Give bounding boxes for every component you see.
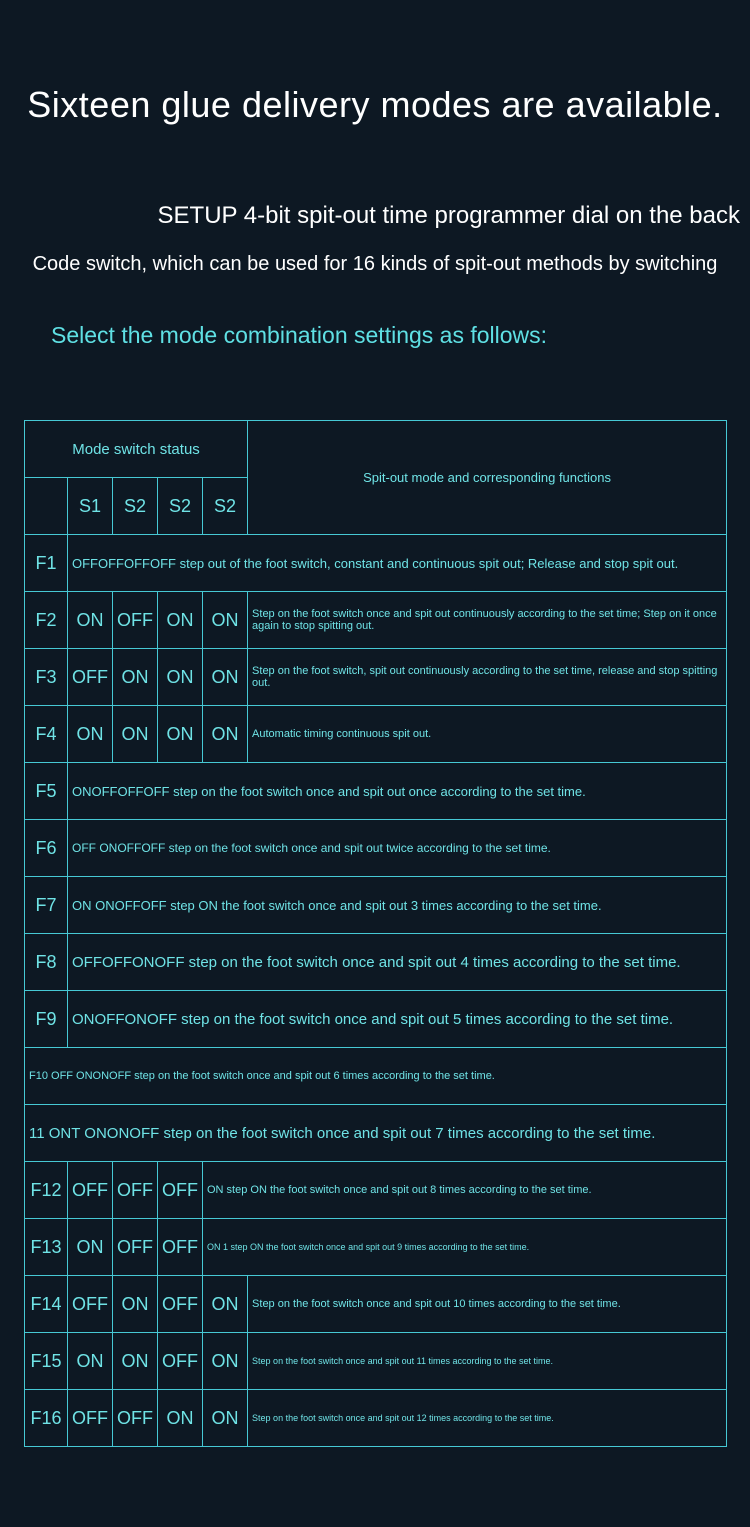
mode-description: ON ONOFFOFF step ON the foot switch once and spit out 3 times according to the set time. xyxy=(68,877,727,934)
table-row xyxy=(25,820,727,877)
switch-value: ON xyxy=(203,1333,248,1390)
switch-value: ON xyxy=(203,649,248,706)
table-row xyxy=(25,1162,727,1219)
switch-value: ON xyxy=(113,1276,158,1333)
switch-value: ON xyxy=(158,649,203,706)
switch-value: ON xyxy=(203,592,248,649)
header-s1: S1 xyxy=(68,478,113,535)
mode-description: OFFOFFONOFF step on the foot switch once and spit out 4 times according to the set time. xyxy=(68,934,727,991)
table-row xyxy=(25,877,727,934)
table-row xyxy=(25,991,727,1048)
mode-label: F14 xyxy=(25,1276,68,1333)
mode-label: F1 xyxy=(25,535,68,592)
mode-label: F2 xyxy=(25,592,68,649)
header-s4: S2 xyxy=(203,478,248,535)
table-row xyxy=(25,649,727,706)
mode-label: F8 xyxy=(25,934,68,991)
table-row xyxy=(25,1105,727,1162)
switch-value: ON xyxy=(68,706,113,763)
switch-value: OFF xyxy=(158,1333,203,1390)
mode-description: ONOFFOFFOFF step on the foot switch once and spit out once according to the set time. xyxy=(68,763,727,820)
mode-table xyxy=(24,420,727,1447)
mode-label: F7 xyxy=(25,877,68,934)
table-row xyxy=(25,535,727,592)
switch-value: ON xyxy=(113,706,158,763)
mode-label: F16 xyxy=(25,1390,68,1447)
mode-description: Automatic timing continuous spit out. xyxy=(248,706,727,763)
mode-label: F9 xyxy=(25,991,68,1048)
header-function: Spit-out mode and corresponding functions xyxy=(248,421,727,535)
switch-value: OFF xyxy=(158,1162,203,1219)
mode-label: F5 xyxy=(25,763,68,820)
mode-description: ON step ON the foot switch once and spit out 8 times according to the set time. xyxy=(203,1162,727,1219)
intro-line-2: Code switch, which can be used for 16 kinds of spit-out methods by switching xyxy=(32,253,718,275)
switch-value: ON xyxy=(113,1333,158,1390)
switch-value: ON xyxy=(203,706,248,763)
mode-description: Step on the foot switch once and spit out 10 times according to the set time. xyxy=(248,1276,727,1333)
header-s2: S2 xyxy=(113,478,158,535)
mode-label: F6 xyxy=(25,820,68,877)
switch-value: ON xyxy=(158,706,203,763)
mode-label: F12 xyxy=(25,1162,68,1219)
table-row xyxy=(25,592,727,649)
switch-value: ON xyxy=(68,592,113,649)
mode-description: F10 OFF ONONOFF step on the foot switch once and spit out 6 times according to the set time. xyxy=(25,1048,727,1105)
switch-value: ON xyxy=(203,1390,248,1447)
switch-value: OFF xyxy=(68,1162,113,1219)
mode-label: F4 xyxy=(25,706,68,763)
switch-value: ON xyxy=(158,592,203,649)
switch-value: OFF xyxy=(158,1276,203,1333)
table-row xyxy=(25,1390,727,1447)
table-row xyxy=(25,934,727,991)
header-s3: S2 xyxy=(158,478,203,535)
mode-description: OFF ONOFFOFF step on the foot switch once and spit out twice according to the set time. xyxy=(68,820,727,877)
switch-value: OFF xyxy=(68,1276,113,1333)
mode-description: Step on the foot switch once and spit out 11 times according to the set time. xyxy=(248,1333,727,1390)
switch-value: OFF xyxy=(68,1390,113,1447)
mode-description: 11 ONT ONONOFF step on the foot switch once and spit out 7 times according to the set time. xyxy=(25,1105,727,1162)
switch-value: ON xyxy=(203,1276,248,1333)
mode-label: F13 xyxy=(25,1219,68,1276)
mode-label: F15 xyxy=(25,1333,68,1390)
table-row xyxy=(25,1048,727,1105)
switch-value: ON xyxy=(68,1333,113,1390)
switch-value: OFF xyxy=(113,1219,158,1276)
header-blank xyxy=(25,478,68,535)
switch-value: OFF xyxy=(68,649,113,706)
mode-label: F3 xyxy=(25,649,68,706)
mode-description: Step on the foot switch once and spit out 12 times according to the set time. xyxy=(248,1390,727,1447)
switch-value: OFF xyxy=(113,1162,158,1219)
table-row xyxy=(25,763,727,820)
table-row xyxy=(25,1276,727,1333)
page-title: Sixteen glue delivery modes are available. xyxy=(27,84,723,125)
switch-value: ON xyxy=(113,649,158,706)
mode-description: Step on the foot switch once and spit out continuously according to the set time; Step on it once again to stop spitting out. xyxy=(248,592,727,649)
switch-value: OFF xyxy=(113,592,158,649)
switch-value: OFF xyxy=(113,1390,158,1447)
intro-line-1: SETUP 4-bit spit-out time programmer dial on the back xyxy=(157,202,740,229)
switch-value: OFF xyxy=(158,1219,203,1276)
mode-description: ONOFFONOFF step on the foot switch once and spit out 5 times according to the set time. xyxy=(68,991,727,1048)
switch-value: ON xyxy=(158,1390,203,1447)
header-mode-switch-status: Mode switch status xyxy=(25,421,248,478)
switch-value: ON xyxy=(68,1219,113,1276)
mode-description: OFFOFFOFFOFF step out of the foot switch, constant and continuous spit out; Release and stop spit out. xyxy=(68,535,727,592)
mode-description: ON 1 step ON the foot switch once and spit out 9 times according to the set time. xyxy=(203,1219,727,1276)
select-instruction: Select the mode combination settings as follows: xyxy=(51,322,548,348)
table-row xyxy=(25,1219,727,1276)
table-row xyxy=(25,1333,727,1390)
mode-description: Step on the foot switch, spit out continuously according to the set time, release and stop spitting out. xyxy=(248,649,727,706)
table-row xyxy=(25,706,727,763)
